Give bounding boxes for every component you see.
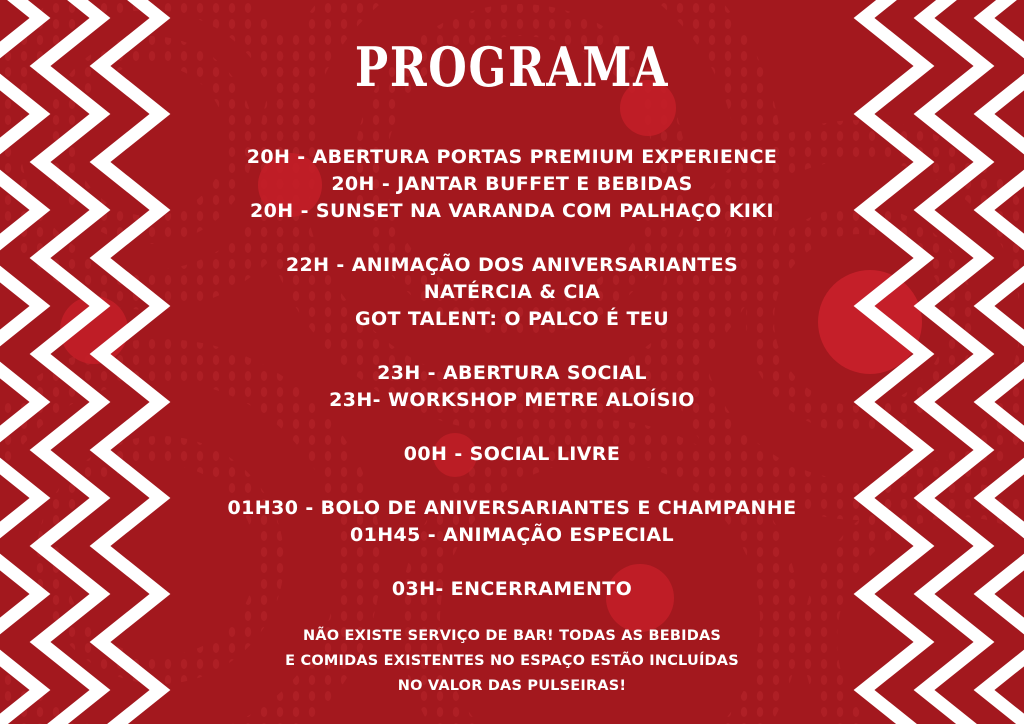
schedule-item: NATÉRCIA & CIA — [423, 281, 601, 303]
schedule-item: 01H30 - BOLO DE ANIVERSARIANTES E CHAMPANHE — [227, 497, 797, 519]
schedule-group-23h — [170, 360, 854, 414]
schedule-group-03h — [170, 576, 854, 603]
poster-content — [170, 0, 854, 724]
notice-line: E COMIDAS EXISTENTES NO ESPAÇO ESTÃO INCLUÍDAS — [285, 653, 739, 669]
schedule-item: 23H - ABERTURA SOCIAL — [377, 362, 647, 384]
schedule-item: 01H45 - ANIMAÇÃO ESPECIAL — [350, 524, 674, 546]
schedule-item: 22H - ANIMAÇÃO DOS ANIVERSARIANTES — [285, 254, 739, 276]
schedule-item: 00H - SOCIAL LIVRE — [403, 443, 621, 465]
notice-line: NÃO EXISTE SERVIÇO DE BAR! TODAS AS BEBIDAS — [302, 628, 722, 644]
schedule-item: 20H - JANTAR BUFFET E BEBIDAS — [331, 173, 693, 195]
schedule-item: 23H- WORKSHOP METRE ALOÍSIO — [329, 389, 695, 411]
schedule-group-01h — [170, 495, 854, 549]
schedule-group-22h — [170, 252, 854, 333]
schedule-item: 20H - ABERTURA PORTAS PREMIUM EXPERIENCE — [246, 146, 778, 168]
schedule-group-00h — [170, 441, 854, 468]
schedule-item: 20H - SUNSET NA VARANDA COM PALHAÇO KIKI — [250, 200, 774, 222]
schedule-item: GOT TALENT: O PALCO É TEU — [354, 308, 670, 330]
poster-title: PROGRAMA — [354, 35, 670, 99]
bar-notice — [170, 624, 854, 699]
schedule-list — [170, 144, 854, 630]
schedule-item: 03H- ENCERRAMENTO — [391, 578, 633, 600]
notice-line: NO VALOR DAS PULSEIRAS! — [397, 678, 627, 694]
schedule-group-20h — [170, 144, 854, 225]
